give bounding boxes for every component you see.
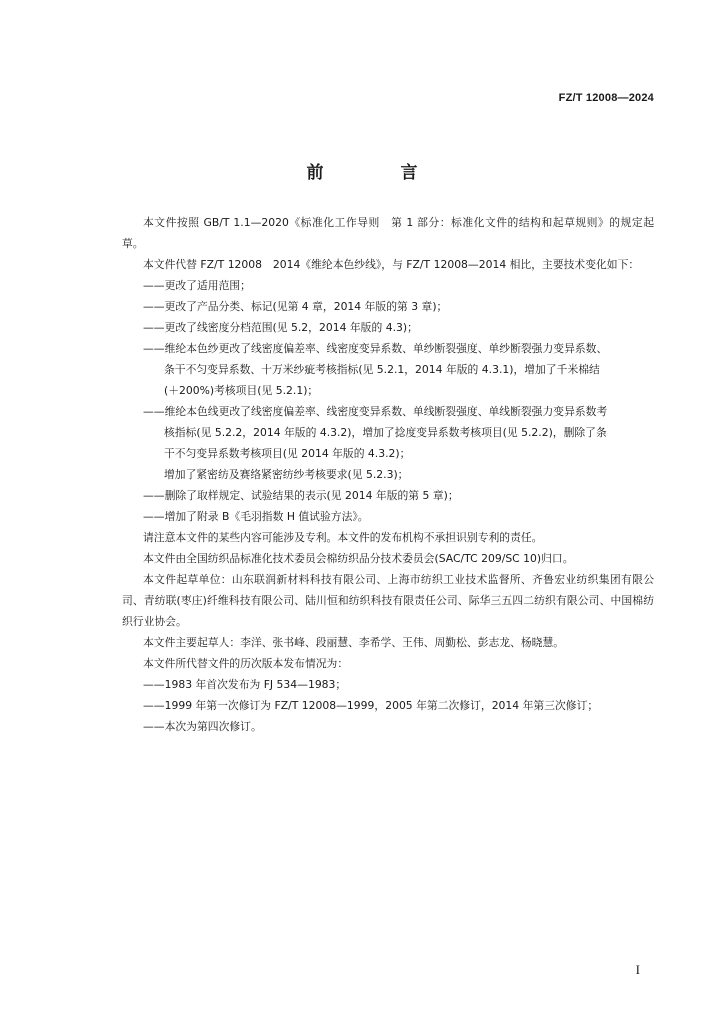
change-item-line: 条干不匀变异系数、十万米纱疵考核指标(见 5.2.1，2014 年版的 4.3.1)，增加了千米棉结 [164, 363, 600, 376]
page-title: 前 言 [306, 163, 448, 183]
history-item: ——1983 年首次发布为 FJ 534—1983； [143, 678, 347, 691]
change-item: ——更改了适用范围； [143, 279, 251, 292]
change-item-line: ——维纶本色纱更改了线密度偏差率、线密度变异系数、单纱断裂强度、单纱断裂强力变异系数、 [143, 342, 608, 355]
page-number: I [635, 962, 640, 977]
paragraph-patent-notice: 请注意本文件的某些内容可能涉及专利。本文件的发布机构不承担识别专利的责任。 [143, 531, 543, 544]
paragraph-history-intro: 本文件所代替文件的历次版本发布情况为： [143, 657, 349, 670]
paragraph-drafting-rules: 本文件按照 GB/T 1.1—2020《标准化工作导则 第 1 部分：标准化文件的结构和起草规则》的规定起草。 [122, 216, 654, 250]
change-item: ——更改了线密度分档范围(见 5.2，2014 年版的 4.3)； [143, 321, 418, 334]
change-item-line: 增加了紧密纺及赛络紧密纺纱考核要求(见 5.2.3)； [164, 468, 409, 481]
paragraph-replacement: 本文件代替 FZ/T 12008 2014《维纶本色纱线》，与 FZ/T 12008—2014 相比，主要技术变化如下： [143, 258, 640, 271]
history-item: ——1999 年第一次修订为 FZ/T 12008—1999，2005 年第二次修订，2014 年第三次修订； [143, 699, 599, 712]
paragraph-drafting-units: 本文件起草单位：山东联润新材料科技有限公司、上海市纺织工业技术监督所、齐鲁宏业纺织集团有限公司、青纺联(枣庄)纤维科技有限公司、陆川恒和纺织科技有限责任公司、际华三五四二纺织有限公司、中国棉纺织行业协会。 [122, 573, 654, 628]
change-item-line: ——维纶本色线更改了线密度偏差率、线密度变异系数、单线断裂强度、单线断裂强力变异系数考 [143, 405, 608, 418]
change-item: ——更改了产品分类、标记(见第 4 章，2014 年版的第 3 章)； [143, 300, 448, 313]
change-item-line: 干不匀变异系数考核项目(见 2014 年版的 4.3.2)； [164, 447, 411, 460]
change-item-line: (＋200%)考核项目(见 5.2.1)； [164, 384, 319, 397]
paragraph-drafters: 本文件主要起草人：李洋、张书峰、段丽慧、李希学、王伟、周勤松、彭志龙、杨晓慧。 [143, 636, 565, 649]
change-item-line: 核指标(见 5.2.2，2014 年版的 4.3.2)，增加了捻度变异系数考核项目(见 5.2.2)，删除了条 [164, 426, 607, 439]
standard-code: FZ/T 12008—2024 [558, 92, 654, 104]
history-item: ——本次为第四次修订。 [143, 720, 262, 733]
paragraph-committee: 本文件由全国纺织品标准化技术委员会棉纺织品分技术委员会(SAC/TC 209/SC 10)归口。 [143, 552, 574, 565]
foreword-body [122, 212, 654, 737]
change-item: ——删除了取样规定、试验结果的表示(见 2014 年版的第 5 章)； [143, 489, 459, 502]
change-item: ——增加了附录 B《毛羽指数 H 值试验方法》。 [143, 510, 369, 523]
